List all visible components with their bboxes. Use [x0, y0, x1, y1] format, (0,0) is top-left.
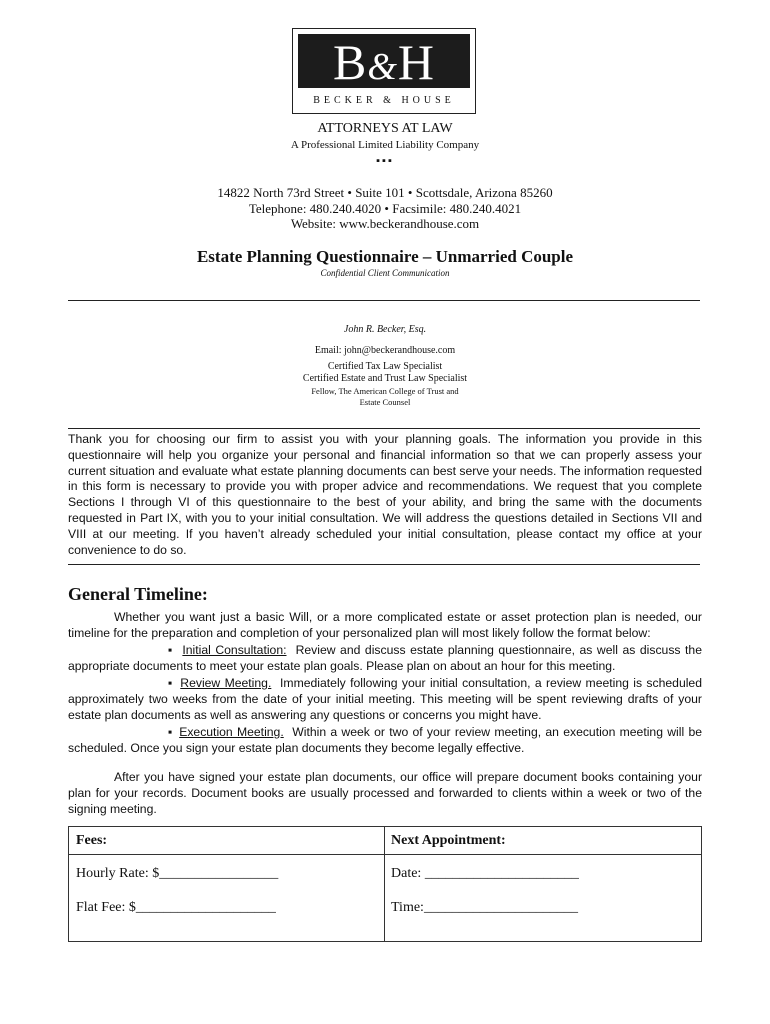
bullet-icon: ▪ — [168, 643, 173, 657]
attorney-name: John R. Becker, Esq. — [343, 324, 427, 335]
divider-mid — [68, 428, 700, 429]
divider-bottom — [68, 564, 700, 565]
review-meeting-text: Immediately following your initial consultation, a review meeting is scheduled approximately two weeks from the date of your initial meeting. This meeting will be spent reviewing drafts of your estate plan documents as well as answering any questions or concerns you might have. — [68, 676, 702, 722]
attorney-fellow-line1: Fellow, The American College of Trust and — [311, 386, 459, 396]
timeline-lead: Whether you want just a basic Will, or a more complicated estate or asset protection plan is needed, our timeline for the preparation and completion of your personalized plan will most likely follow the format below: — [68, 610, 702, 640]
company-form: A Professional Limited Liability Company — [290, 139, 480, 151]
divider-top — [68, 300, 700, 301]
appointment-time-field[interactable]: Time:______________________ — [391, 900, 578, 915]
bullet-icon: ▪ — [168, 676, 173, 690]
timeline-item-review — [68, 676, 702, 723]
document-title: Estate Planning Questionnaire – Unmarried Couple — [196, 247, 574, 266]
logo-letter-b: B — [332, 34, 368, 90]
phone-line: Telephone: 480.240.4020 • Facsimile: 480.240.4021 — [248, 201, 522, 216]
firm-type: ATTORNEYS AT LAW — [317, 121, 453, 136]
attorney-cert-estate: Certified Estate and Trust Law Specialist — [302, 373, 468, 384]
timeline-item-initial — [68, 643, 702, 675]
document-subtitle: Confidential Client Communication — [320, 268, 450, 278]
general-timeline-heading: General Timeline: — [68, 584, 208, 604]
attorney-fellow-line2: Estate Counsel — [359, 397, 411, 407]
execution-meeting-label: Execution Meeting. — [179, 725, 284, 739]
timeline-closing: After you have signed your estate plan documents, our office will prepare document books containing your plan for your records. Document books are usually processed and forwarded to clients within a week or two of the signing meeting. — [68, 770, 702, 816]
firm-logo — [292, 28, 476, 114]
flat-fee-field[interactable]: Flat Fee: $____________________ — [76, 900, 276, 915]
timeline-item-execution — [68, 725, 702, 757]
intro-paragraph: Thank you for choosing our firm to assist you with your planning goals. The information you provide in this questionnaire will help you organize your personal and financial information so that we can properly assess your current situation and evaluate what estate planning documents can best serve your needs. The information requested in this form is necessary to provide you with proper advice and recommendations. We request that you complete Sections I through VI of this questionnaire to the best of your ability, and bring the same with the documents requested in Part IX, with you to your initial consultation. We will address the questions detailed in Sections VII and VIII at our meeting. If you haven’t already scheduled your initial consultation, please contact my office at your convenience to do so. — [68, 432, 702, 557]
initial-consultation-label: Initial Consultation: — [182, 643, 287, 657]
fees-header: Fees: — [76, 833, 108, 848]
next-appointment-header: Next Appointment: — [391, 833, 506, 848]
execution-meeting-text: Within a week or two of your review meeting, an execution meeting will be scheduled. Once you sign your estate plan documents they become legally effective. — [68, 725, 702, 755]
attorney-email: Email: john@beckerandhouse.com — [314, 345, 456, 356]
logo-subtitle: BECKER & HOUSE — [313, 95, 455, 106]
fees-appointment-table — [68, 826, 702, 942]
review-meeting-label: Review Meeting. — [180, 676, 272, 690]
attorney-cert-tax: Certified Tax Law Specialist — [327, 361, 443, 372]
address: 14822 North 73rd Street • Suite 101 • Scottsdale, Arizona 85260 — [217, 185, 553, 200]
bullet-icon: ▪ — [168, 725, 173, 739]
website-line: Website: www.beckerandhouse.com — [290, 216, 480, 231]
table-header-divider — [69, 854, 701, 855]
hourly-rate-field[interactable]: Hourly Rate: $_________________ — [76, 866, 279, 881]
logo-letter-h: H — [397, 34, 436, 90]
initial-consultation-text: Review and discuss estate planning questionnaire, as well as discuss the appropriate documents to meet your estate plan goals. Please plan on about an hour for this meeting. — [68, 643, 702, 673]
separator: ▪▪▪ — [376, 155, 394, 167]
logo-ampersand: & — [367, 46, 398, 88]
logo-mark — [298, 34, 470, 88]
table-column-divider — [384, 827, 385, 941]
appointment-date-field[interactable]: Date: ______________________ — [391, 866, 579, 881]
